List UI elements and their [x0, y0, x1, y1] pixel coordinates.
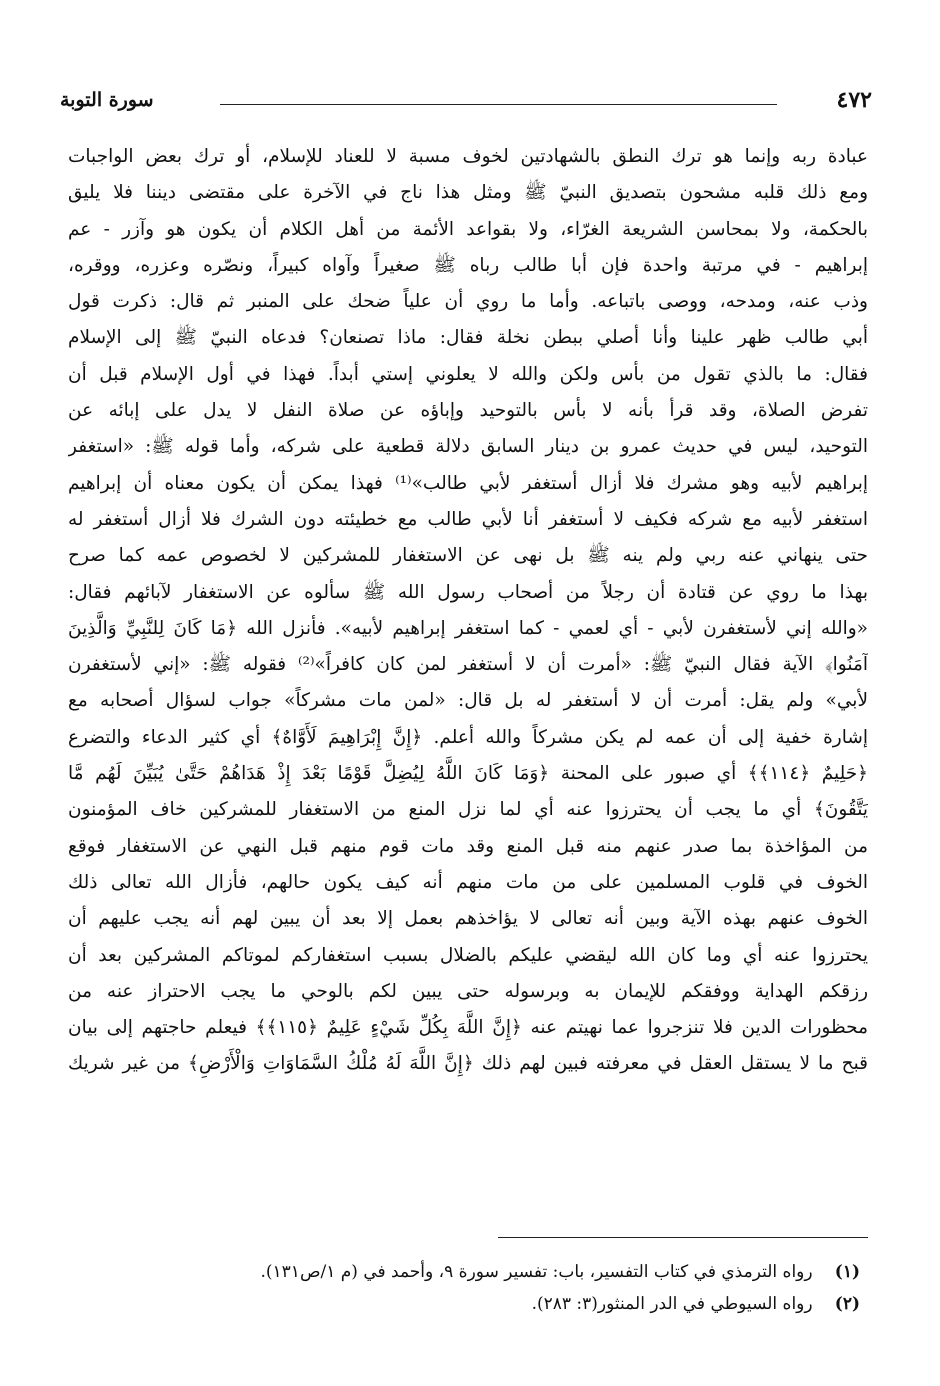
text-line: إبراهيم - في مرتبة واحدة فإن أبا طالب رباه ﷺ صغيراً وآواه كبيراً، ونصّره وعزره، ووقره،	[68, 254, 868, 276]
text-line: ومع ذلك قلبه مشحون بتصديق النبيّ ﷺ ومثل هذا ناج في الآخرة على مقتضى ديننا فلا يليق	[68, 182, 868, 204]
text-line: أبي طالب ظهر علينا وأنا أصلي ببطن نخلة فقال: ماذا تصنعان؟ فدعاه النبيّ ﷺ إلى الإسلام	[68, 327, 868, 349]
text-line: قبح ما لا يستقل العقل في معرفته فبين لهم ذلك ﴿إِنَّ اللَّهَ لَهُ مُلْكُ السَّمَاوَاتِ وَالْأَرْضِ﴾ من غير شريك	[68, 1053, 868, 1075]
footnote-text: رواه السيوطي في الدر المنثور(٣: ٢٨٣).	[531, 1294, 813, 1314]
text-line: «والله إني لأستغفرن لأبي - أي لعمي - كما استغفر إبراهيم لأبيه». فأنزل الله ﴿مَا كَانَ لِلنَّبِيِّ وَالَّذِينَ	[68, 617, 868, 639]
text-line: يحترزوا عنه أي وما كان الله ليقضي عليكم بالضلال بسبب استغفاركم لموتاكم المشركين بعد أن	[68, 944, 868, 966]
text-line: بهذا ما روي عن قتادة أن رجلاً من أصحاب رسول الله ﷺ سألوه عن الاستغفار لآبائهم فقال:	[68, 581, 868, 603]
text-line: من المؤاخذة بما صدر عنهم منه قبل المنع وقد مات قوم منهم قبل النهي عن الاستغفار فوقع	[68, 835, 868, 857]
text-line: بالحكمة، ولا بمحاسن الشريعة الغرّاء، ولا بقواعد الأئمة من أهل الكلام أن يكون هو وآزر - عم	[68, 218, 868, 240]
footnote-2	[120, 1288, 860, 1320]
text-line	[68, 1119, 868, 1155]
text-line: يَتَّقُونَ﴾ أي ما يجب أن يحترزوا عنه أي لما نزل المنع من الاستغفار للمشركين خاف المؤمنون	[68, 799, 868, 821]
footnote-number: (٢)	[834, 1294, 860, 1314]
text-line: وذب عنه، ومدحه، ووصى باتباعه. وأما ما روي أن علياً ضحك على المنبر ثم قال: ذكرت قول	[68, 291, 868, 313]
footnote-number: (١)	[834, 1262, 860, 1282]
page-header	[60, 86, 872, 118]
main-text	[68, 139, 868, 1155]
text-line: فقال: ما بالذي تقول من بأس ولكن والله لا يعلوني إستي أبداً. فهذا في أول الإسلام قبل أن	[68, 363, 868, 385]
text-line: حتى ينهاني عنه ربي ولم ينه ﷺ بل نهى عن الاستغفار للمشركين لا لخصوص عمه كما صرح	[68, 545, 868, 567]
text-line: إشارة خفية إلى أن عمه لم يكن مشركاً والله أعلم. ﴿إِنَّ إِبْرَاهِيمَ لَأَوَّاهٌ﴾ أي كثير الدعاء والتضرع	[68, 726, 868, 748]
footnotes	[120, 1256, 860, 1320]
text-line: إبراهيم لأبيه وهو مشرك فلا أزال أستغفر لأبي طالب»⁽¹⁾ فهذا يمكن أن يكون معناه أن إبراهيم	[68, 472, 868, 494]
text-line: الخوف في قلوب المسلمين على من مات منهم أنه كيف يكون حالهم، فأزال الله تعالى ذلك	[68, 871, 868, 893]
surah-name: سورة التوبة	[60, 89, 154, 111]
text-line: الخوف عنهم بهذه الآية وبين أنه تعالى لا يؤاخذهم بعمل إلا بعد أن يبين لهم أنه يجب عليهم أن	[68, 908, 868, 930]
text-line	[68, 1083, 868, 1119]
text-line: آمَنُوا﴾ الآية فقال النبيّ ﷺ: «أمرت أن لا أستغفر لمن كان كافراً»⁽²⁾ فقوله ﷺ: «إني لأستغفرن	[68, 654, 868, 676]
text-line: تفرض الصلاة، وقد قرأ بأنه لا بأس بالتوحيد وإباؤه عن صلاة النفل لا يدل على إبائه عن	[68, 400, 868, 422]
footnote-rule	[498, 1237, 868, 1238]
text-line: لأبي» ولم يقل: أمرت أن لا أستغفر له بل قال: «لمن مات مشركاً» جواب لسؤال أصحابه مع	[68, 690, 868, 712]
text-line: التوحيد، ليس في حديث عمرو بن دينار السابق دلالة قطعية على شركه، وأما قوله ﷺ: «استغفر	[68, 436, 868, 458]
text-line: عبادة ربه وإنما هو ترك النطق بالشهادتين لخوف مسبة لا للعناد للإسلام، أو ترك بعض الواجبات	[68, 146, 868, 167]
text-line: رزقكم الهداية ووفقكم للإيمان به وبرسوله حتى يبين لكم بالوحي ما يجب الاحتراز عنه من	[68, 980, 868, 1002]
text-line: محظورات الدين فلا تنزجروا عما نهيتم عنه ﴿إِنَّ اللَّهَ بِكُلِّ شَيْءٍ عَلِيمٌ ﴿١١٥﴾﴾ فيعلم حاجتهم إلى بيان	[68, 1017, 868, 1039]
footnote-1	[120, 1256, 860, 1288]
footnote-text: رواه الترمذي في كتاب التفسير، باب: تفسير سورة ٩، وأحمد في (م ١/ص١٣١).	[260, 1262, 813, 1282]
text-line: ﴿حَلِيمٌ ﴿١١٤﴾﴾ أي صبور على المحنة ﴿وَمَا كَانَ اللَّهُ لِيُضِلَّ قَوْمًا بَعْدَ إِذْ هَدَاهُمْ حَتَّىٰ يُبَيِّنَ لَهُم مَّا	[68, 763, 868, 785]
text-line: استغفر لأبيه مع شركه فكيف لا أستغفر أنا لأبي طالب مع خطيئته دون الشرك فلا أزال أستغفر له	[68, 508, 868, 530]
header-rule	[220, 104, 777, 105]
page-number: ٤٧٢	[836, 87, 872, 113]
